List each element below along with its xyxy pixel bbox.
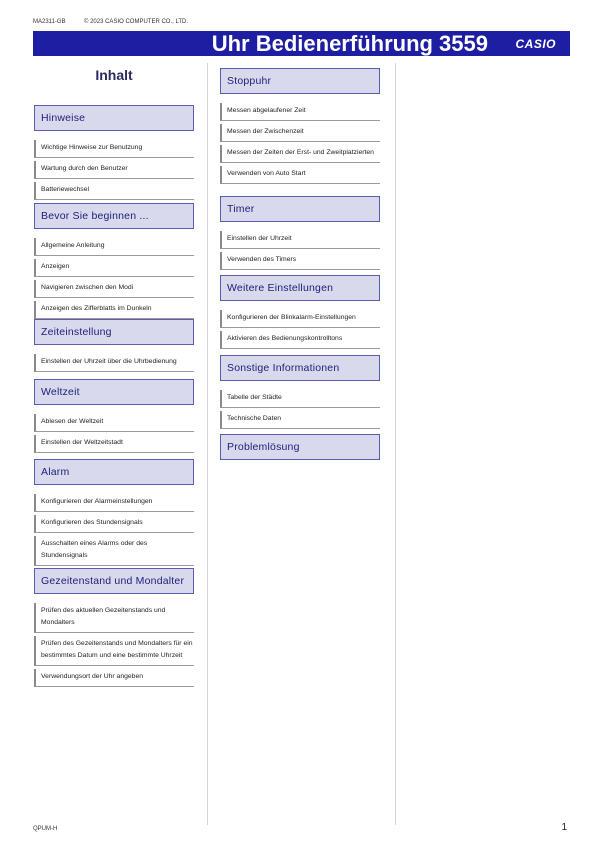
toc-link[interactable]: Tabelle der Städte — [220, 390, 380, 408]
toc-link[interactable]: Konfigurieren der Alarmeinstellungen — [34, 494, 194, 512]
column-divider-right — [395, 63, 396, 825]
toc-link[interactable]: Wichtige Hinweise zur Benutzung — [34, 140, 194, 158]
column-divider-left — [207, 63, 208, 825]
toc-link[interactable]: Wartung durch den Benutzer — [34, 161, 194, 179]
toc-link[interactable]: Verwendungsort der Uhr angeben — [34, 669, 194, 687]
page-title: Uhr Bedienerführung 3559 — [211, 31, 488, 56]
toc-link[interactable]: Verwenden des Timers — [220, 252, 380, 270]
toc-link[interactable]: Verwenden von Auto Start — [220, 166, 380, 184]
toc-link[interactable]: Allgemeine Anleitung — [34, 238, 194, 256]
toc-section-gezeitenstand — [34, 568, 194, 690]
copyright-notice: © 2023 CASIO COMPUTER CO., LTD. — [84, 19, 188, 25]
toc-link[interactable]: Einstellen der Uhrzeit über die Uhrbedienung — [34, 354, 194, 372]
toc-link[interactable]: Navigieren zwischen den Modi — [34, 280, 194, 298]
toc-link[interactable]: Konfigurieren der Blinkalarm-Einstellungen — [220, 310, 380, 328]
toc-section-hinweise — [34, 105, 194, 203]
toc-section-title[interactable]: Gezeitenstand und Mondalter — [34, 568, 194, 594]
footer-code: QPUM-H — [33, 826, 58, 832]
toc-heading: Inhalt — [95, 67, 133, 83]
toc-section-title[interactable]: Weitere Einstellungen — [220, 275, 380, 301]
toc-link[interactable]: Einstellen der Uhrzeit — [220, 231, 380, 249]
toc-section-title[interactable]: Hinweise — [34, 105, 194, 131]
toc-link[interactable]: Ausschalten eines Alarms oder des Stundensignals — [34, 536, 194, 566]
toc-section-title[interactable]: Timer — [220, 196, 380, 222]
toc-section-title[interactable]: Weltzeit — [34, 379, 194, 405]
toc-section-title[interactable]: Zeiteinstellung — [34, 319, 194, 345]
toc-link[interactable]: Messen der Zwischenzeit — [220, 124, 380, 142]
toc-link[interactable]: Messen abgelaufener Zeit — [220, 103, 380, 121]
toc-section-alarm — [34, 459, 194, 569]
toc-link[interactable]: Aktivieren des Bedienungskontrolltons — [220, 331, 380, 349]
toc-link[interactable]: Anzeigen des Zifferblatts im Dunkeln — [34, 301, 194, 319]
toc-section-stoppuhr — [220, 68, 380, 187]
toc-link[interactable]: Messen der Zeiten der Erst- und Zweitplatzierten — [220, 145, 380, 163]
toc-section-title[interactable]: Stoppuhr — [220, 68, 380, 94]
toc-section-problemloesung — [220, 434, 380, 460]
toc-section-title[interactable]: Bevor Sie beginnen ... — [34, 203, 194, 229]
toc-section-bevor-sie-beginnen — [34, 203, 194, 322]
document-code: MA2311-GB — [33, 19, 66, 25]
toc-link[interactable]: Technische Daten — [220, 411, 380, 429]
toc-section-zeiteinstellung — [34, 319, 194, 375]
toc-link[interactable]: Einstellen der Weltzeitstadt — [34, 435, 194, 453]
toc-link[interactable]: Ablesen der Weltzeit — [34, 414, 194, 432]
toc-link[interactable]: Konfigurieren des Stundensignals — [34, 515, 194, 533]
toc-link[interactable]: Prüfen des aktuellen Gezeitenstands und Mondalters — [34, 603, 194, 633]
page-number: 1 — [561, 822, 567, 833]
toc-section-title[interactable]: Alarm — [34, 459, 194, 485]
toc-section-title[interactable]: Problemlösung — [220, 434, 380, 460]
toc-link[interactable]: Anzeigen — [34, 259, 194, 277]
title-bar — [33, 31, 570, 56]
toc-section-sonstige-informationen — [220, 355, 380, 432]
toc-section-timer — [220, 196, 380, 273]
toc-link[interactable]: Prüfen des Gezeitenstands und Mondalters für ein bestimmtes Datum und eine bestimmte Uhrzeit — [34, 636, 194, 666]
toc-section-title[interactable]: Sonstige Informationen — [220, 355, 380, 381]
toc-link[interactable]: Batteriewechsel — [34, 182, 194, 200]
casio-logo: CASIO — [515, 37, 556, 51]
toc-section-weltzeit — [34, 379, 194, 456]
toc-section-weitere-einstellungen — [220, 275, 380, 352]
